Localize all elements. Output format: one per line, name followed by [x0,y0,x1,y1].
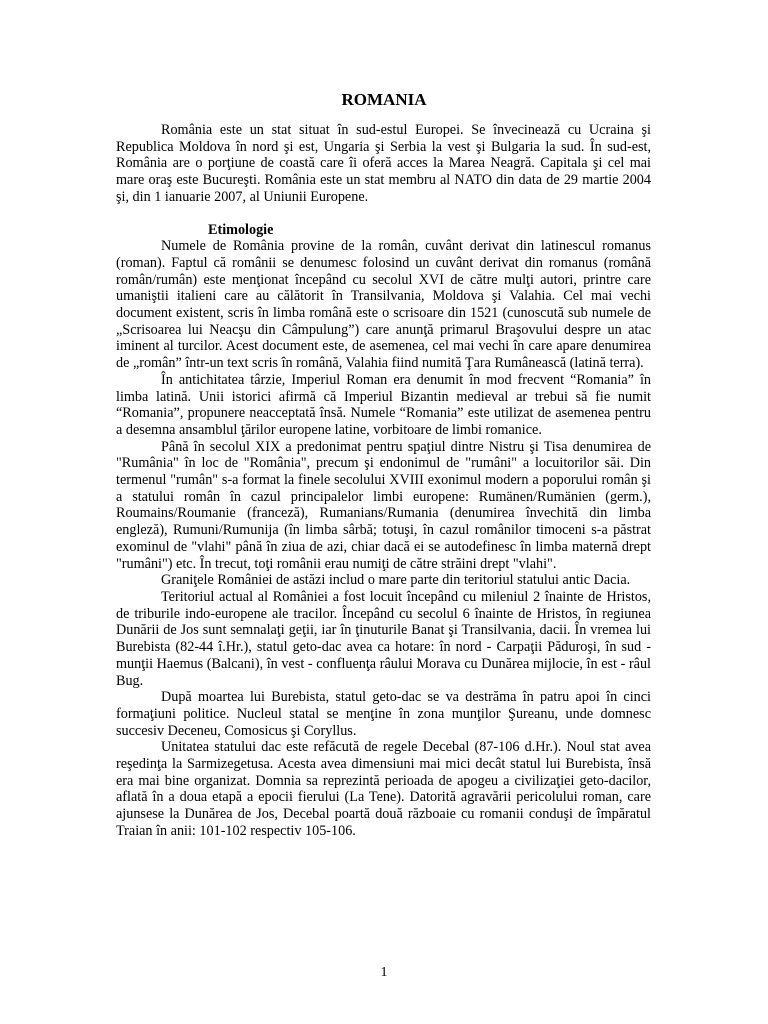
paragraph: Teritoriul actual al României a fost locuit începând cu mileniul 2 înainte de Hristos, de triburile indo-europene ale tracilor. Începând cu secolul 6 înainte de Hristos, în regiunea Dunării de Jos sunt semnalaţi geţii, iar în ţinuturile Banat şi Transilvania, dacii. În vremea lui Burebista (82-44 î.Hr.), statul geto-dac avea ca hotare: în nord - Carpaţii Păduroşi, în sud - munţii Haemus (Balcani), în vest - confluenţa râului Morava cu Dunărea mijlocie, în est - râul Bug. [116,588,651,689]
paragraph: Graniţele României de astăzi includ o mare parte din teritoriul statului antic Dacia. [161,572,631,589]
paragraph: Până în secolul XIX a predonimat pentru spaţiul dintre Nistru şi Tisa denumirea de "Rumânia" în loc de "România", precum şi endonimul de "rumâni" a locuitorilor săi. Din termenul "rumân" s-a format la finele secolului XVIII exonimul modern a poporului român şi a statului român în cazul principalelor limbi europene: Rumänen/Rumänien (germ.), Roumains/Roumanie (franceză), Rumanians/Rumania (denumirea învechită din limba engleză), Rumuni/Rumunija (în limba sârbă; totuşi, în cazul românilor timoceni s-a păstrat exominul de "vlahi" până în ziua de azi, chiar dacă ei se autodefinesc în limba maternă drept "rumâni") etc. În trecut, toţi românii erau numiţi de către străini drept "vlahi". [116,438,651,572]
page-title: ROMANIA [341,90,427,109]
paragraph: În antichitatea târzie, Imperiul Roman era denumit în mod frecvent “Romania” în limba latină. Unii istorici afirmă că Imperiul Bizantin medieval ar trebui să fie numit “Romania”, propunere neacceptată însă. Numele “Romania” este utilizat de asemenea pentru a desemna ansamblul ţărilor europene latine, vorbitoare de limbi romanice. [116,371,651,438]
paragraph: După moartea lui Burebista, statul geto-dac se va destrăma în patru apoi în cinci formaţiuni politice. Nucleul statal se menţine în zona munţilor Şureanu, unde domnesc succesiv Deceneu, Comosicus şi Coryllus. [116,689,651,739]
section-heading-etimologie: Etimologie [208,221,274,238]
document-body [116,122,651,840]
page-number: 1 [380,965,388,980]
paragraph: Unitatea statului dac este refăcută de regele Decebal (87-106 d.Hr.). Noul stat avea reşedinţa la Sarmizegetusa. Acesta avea dimensiuni mai mici decât statul lui Burebista, însă era mai bine organizat. Domnia sa reprezintă perioada de apogeu a civilizaţiei geto-dacilor, aflată în a doua etapă a epocii fierului (La Tene). Datorită agravării pericolului roman, care ajunsese la Dunărea de Jos, Decebal poartă două războaie cu romanii conduşi de împăratul Traian în anii: 101-102 respectiv 105-106. [116,739,651,839]
intro-paragraph: România este un stat situat în sud-estul Europei. Se învecinează cu Ucraina şi Republica Moldova în nord şi est, Ungaria şi Serbia la vest şi Bulgaria la sud. În sud-est, România are o porţiune de coastă care îi oferă acces la Marea Neagră. Capitala şi cel mai mare oraş este Bucureşti. România este un stat membru al NATO din data de 29 martie 2004 şi, din 1 ianuarie 2007, al Uniunii Europene. [116,122,651,205]
paragraph: Numele de România provine de la român, cuvânt derivat din latinescul romanus (roman). Faptul că românii se denumesc folosind un cuvânt derivat din romanus (română român/rumân) este menţionat începând cu secolul XVI de către mulţi autori, printre care umaniştii italieni care au călătorit în Transilvania, Moldova şi Valahia. Cel mai vechi document existent, scris în limba română este o scrisoare din 1521 (cunoscută sub numele de „Scrisoarea lui Neacşu din Câmpulung”) care anunţă primarul Braşovului despre un atac iminent al turcilor. Acest document este, de asemenea, cel mai vechi în care apare denumirea de „român” într-un text scris în română, Valahia fiind numită Ţara Rumânească (latină terra). [116,238,651,372]
